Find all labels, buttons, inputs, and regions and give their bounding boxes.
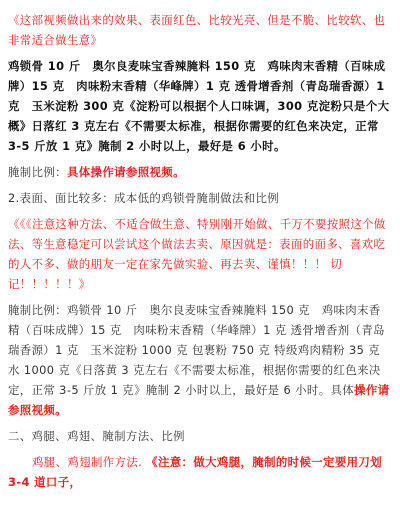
- ratio-1-video-link[interactable]: 具体操作请参照视频。: [66, 165, 185, 179]
- ratio-1-line: [8, 162, 392, 182]
- section-2-title: 2.表面、面比较多：成本低的鸡锁骨腌制做法和比例: [8, 191, 280, 205]
- recipe-1: 鸡锁骨 10 斤 奥尔良麦味宝香辣腌料 150 克 鸡味肉末香精（百味成牌）15 克 肉味粉末香精（华峰牌）1 克 透骨增香剂（青岛瑞香源）1 克 玉米淀粉 300 克《淀粉可以根据个人口味调，300 克淀粉只是个大概》日落红 3 克左右《不需要太标准，根据你需要的红色来决定，正常 3-5 斤放 1 克》腌制 2 小时以上，最好是 6 小时。: [8, 59, 390, 153]
- recipe-2-video-link[interactable]: 操作请参照视频。: [8, 383, 390, 417]
- recipe-2-text: 腌制比例：鸡锁骨 10 斤 奥尔良麦味宝香辣腌料 150 克 鸡味肉末香精（百味成牌）15 克 肉味粉末香精（华峰牌）1 克 透骨增香剂（青岛瑞香源）1 克 玉米淀粉 1000 克 包裹粉 750 克 特级鸡肉精粉 35 克 水 1000 克《日落黄 3 克左右《不需要太标准，根据你需要的红色来决定，正常 3-5 斤放 1 克》腌制 2 小时以上，最好是 6 小时。具体: [8, 303, 392, 397]
- intro-note: 《这部视频做出来的效果、表面红色、比较光亮、但是不脆、比较软、也非常适合做生意》: [8, 13, 386, 47]
- ratio-1-label: 腌制比例：: [8, 165, 67, 179]
- section-3-title: 二、鸡腿、鸡翅、腌制方法、比例: [8, 429, 185, 443]
- warning-note: 《《《注意这种方法、不适合做生意、特别刚开始做、千万不要按照这个做法、等生意稳定可以尝试这个做法去卖、原因就是：表面的面多、喜欢吃的人不多、做的朋友一定在家先做实验、再去卖、谨慎！！！ 切记！！！！！》: [8, 217, 386, 291]
- bottom-note: [8, 452, 392, 492]
- recipe-2: [8, 300, 392, 420]
- bottom-note-a: 鸡腿、鸡翅制作方法.: [32, 455, 143, 469]
- bottom-note-b: 《注意：做大鸡腿，腌制的时候一定要用刀划 3-4 道口子，: [8, 455, 382, 489]
